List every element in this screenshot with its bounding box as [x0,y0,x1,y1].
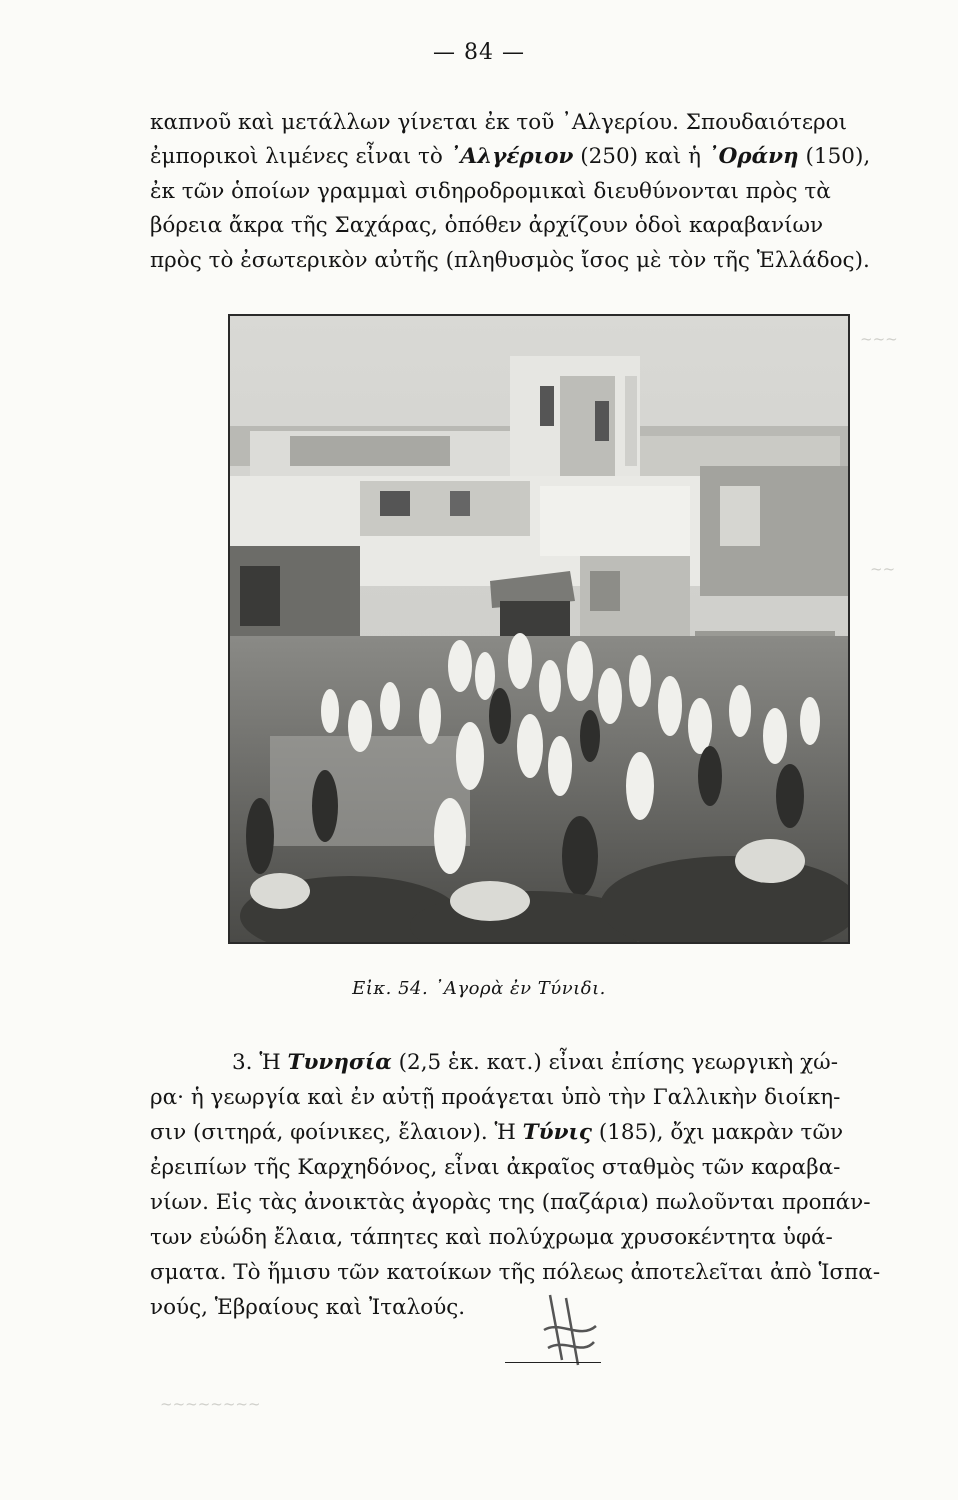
place-name-tynisia: Τυνησία [287,1050,392,1075]
text-line: νούς, Ἑβραίους καὶ Ἰταλούς. [150,1295,466,1320]
text-line: πρὸς τὸ ἐσωτερικὸν αὐτῆς (πληθυσμὸς ἴσος μὲ τὸν τῆς Ἑλλάδος). [150,248,870,273]
text-line: των εὐώδη ἔλαια, τάπητες καὶ πολύχρωμα χρυσοκέντητα ὑφά- [150,1225,833,1250]
figure-caption: Εἰκ. 54. ᾿Αγορὰ ἐν Τύνιδι. [352,978,606,999]
place-name-tynis: Τύνις [522,1120,593,1145]
text-line: νίων. Εἰς τὰς ἀνοικτὰς ἀγορὰς της (παζάρια) πωλοῦνται προπάν- [150,1190,871,1215]
text-line: σματα. Τὸ ἥμισυ τῶν κατοίκων τῆς πόλεως ἀποτελεῖται ἀπὸ Ἱσπα- [150,1260,881,1285]
place-name-algerion: ᾿Αλγέριον [449,144,574,169]
text-line: βόρεια ἄκρα τῆς Σαχάρας, ὁπόθεν ἀρχίζουν ὁδοὶ καραβανίων [150,213,824,238]
page-number: — 84 — [433,40,525,65]
place-name-orani: ᾿Οράνη [707,144,799,169]
text-line: ἐρειπίων τῆς Καρχηδόνος, εἶναι ἀκραῖος σταθμὸς τῶν καραβα- [150,1155,841,1180]
text-line: σιν (σιτηρά, φοίνικες, ἔλαιον). Ἡ Τύνις (185), ὄχι μακρὰν τῶν [150,1120,844,1145]
text-line: ἐκ τῶν ὁποίων γραμμαὶ σιδηροδρομικαὶ διευθύνονται πρὸς τὰ [150,179,831,204]
text-line: ἐμπορικοὶ λιμένες εἶναι τὸ ᾿Αλγέριον (250) καὶ ἡ ᾿Οράνη (150), [150,144,871,169]
text-line: ρα· ἡ γεωργία καὶ ἐν αὐτῇ προάγεται ὑπὸ τὴν Γαλλικὴν διοίκη- [150,1085,841,1110]
section-end-rule [505,1362,601,1363]
handwritten-mark [540,1290,600,1370]
text-line: καπνοῦ καὶ μετάλλων γίνεται ἐκ τοῦ ᾿Αλγερίου. Σπουδαιότεροι [150,110,848,135]
market-photograph [228,314,850,944]
text-line: 3. Ἡ Τυνησία (2,5 ἑκ. κατ.) εἶναι ἐπίσης γεωργικὴ χώ- [232,1050,838,1075]
